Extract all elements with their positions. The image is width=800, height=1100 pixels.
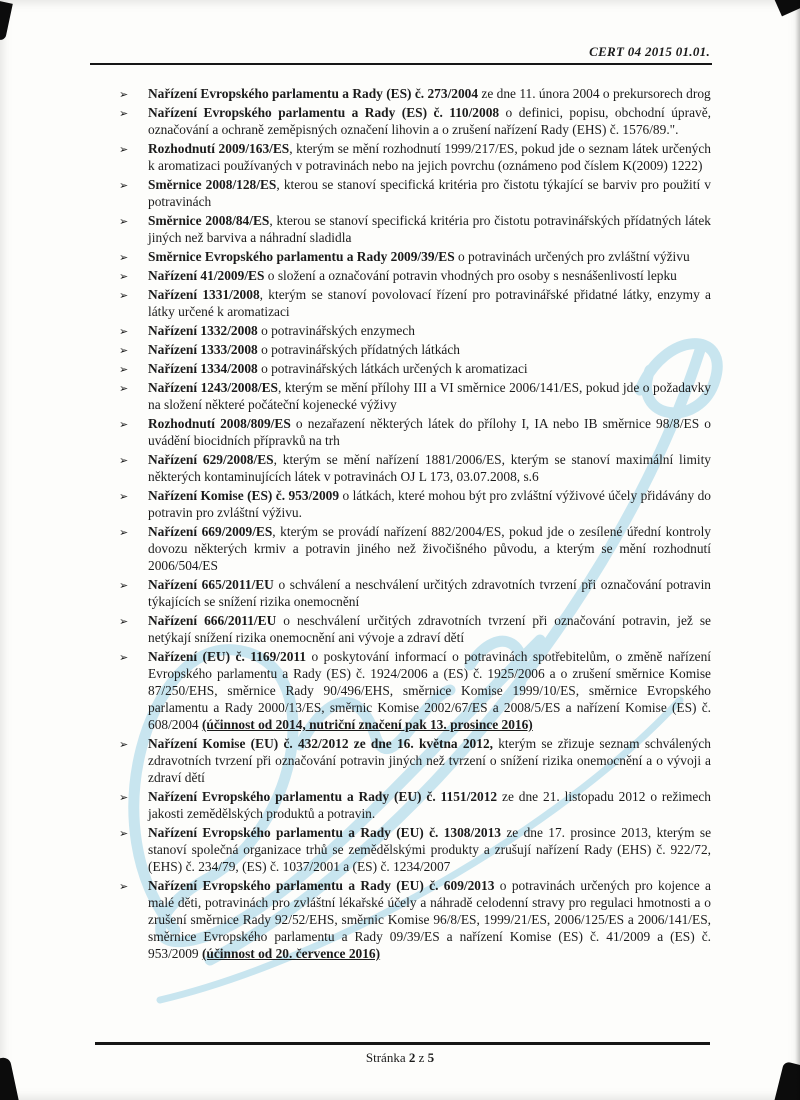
arrow-bullet-icon: ➢: [119, 615, 129, 628]
arrow-bullet-icon: ➢: [119, 325, 129, 338]
arrow-bullet-icon: ➢: [119, 579, 129, 592]
regulation-title: Nařízení Evropského parlamentu a Rady (ES) č. 273/2004: [148, 86, 479, 101]
regulation-item: [115, 379, 711, 413]
page-footer: [0, 1050, 800, 1066]
regulation-title: Nařízení 41/2009/ES: [148, 268, 265, 283]
regulation-description: o složení a označování potravin vhodných pro osoby s nesnášenlivostí lepku: [264, 268, 677, 283]
regulation-title: Nařízení Komise (ES) č. 953/2009: [148, 488, 340, 503]
footer-separator: z: [415, 1050, 428, 1065]
regulation-description: o neschválení určitých zdravotních tvrzení při označování potravin, jež se netýkají snížení rizika onemocnění ani vývoje a zdraví dětí: [148, 613, 711, 645]
regulation-description: , kterou se stanoví specifická kritéria pro čistotu potravinářských přídatných látek jiných než barviva a náhradní sladidla: [148, 213, 711, 245]
regulation-item: [115, 576, 711, 610]
arrow-bullet-icon: ➢: [119, 215, 129, 228]
scan-artifact-top-left: [0, 1, 13, 41]
regulation-title: Nařízení Evropského parlamentu a Rady (ES) č. 110/2008: [148, 105, 500, 120]
regulation-item: [115, 248, 711, 265]
arrow-bullet-icon: ➢: [119, 363, 129, 376]
regulation-title: Nařízení 1333/2008: [148, 342, 258, 357]
regulation-item: [115, 788, 711, 822]
regulation-title: Rozhodnutí 2008/809/ES: [148, 416, 291, 431]
regulation-description: o látkách, které mohou být pro zvláštní výživové účely přidávány do potravin pro zvláštní výživu.: [148, 488, 711, 520]
regulation-title: Nařízení Evropského parlamentu a Rady (EU) č. 1151/2012: [148, 789, 498, 804]
arrow-bullet-icon: ➢: [119, 454, 129, 467]
footer-rule: [95, 1042, 710, 1045]
regulation-description: , kterým se stanoví povolovací řízení pro potravinářské přidatné látky, enzymy a látky určené k aromatizaci: [148, 287, 711, 319]
regulation-title: Nařízení 669/2009/ES: [148, 524, 273, 539]
arrow-bullet-icon: ➢: [119, 88, 129, 101]
regulation-description: , kterým se provádí nařízení 882/2004/ES, pokud jde o zesílené úřední kontroly dovozu některých krmiv a potravin jiného než živočišného původu, a kterým se mění rozhodnutí 2006/504/ES: [148, 524, 711, 573]
regulation-title: Nařízení 1331/2008: [148, 287, 260, 302]
arrow-bullet-icon: ➢: [119, 827, 129, 840]
regulation-description: , kterým se mění nařízení 1881/2006/ES, kterým se stanoví maximální limity některých kontaminujících látek v potravinách OJ L 173, 03.07.2008, s.6: [148, 452, 712, 484]
regulation-item: [115, 735, 711, 786]
regulation-description: , kterým se mění přílohy III a VI směrnice 2006/141/ES, pokud jde o požadavky na složení některé počáteční kojenecké výživy: [148, 380, 711, 412]
regulation-description: , kterou se stanoví specifická kritéria pro čistotu týkající se barviv pro použití v potravinách: [148, 177, 712, 209]
regulation-title: Nařízení Komise (EU) č. 432/2012 ze dne 16. května 2012,: [148, 736, 493, 751]
regulation-item: [115, 415, 711, 449]
regulation-description: o potravinách určených pro kojence a malé děti, potravinách pro zvláštní lékařské účely a náhradě celodenní stravy pro regulaci hmotnosti a o zrušení směrnice Rady 92/52/EHS, směrnic Komise 96/8/ES, 1999/21/ES, 2006/125/ES a 2006/141/ES, směrnice Evropského parlamentu a Rady 09/39/ES a nařízení Komise (ES) č. 41/2009 a (ES) č. 953/2009: [148, 878, 711, 961]
regulation-item: [115, 648, 711, 733]
regulation-title: Nařízení 629/2008/ES: [148, 452, 274, 467]
footer-page-number: 2: [408, 1050, 416, 1065]
regulation-item: [115, 104, 711, 138]
arrow-bullet-icon: ➢: [119, 289, 129, 302]
regulation-item: [115, 824, 711, 875]
regulation-description: kterým se zřizuje seznam schválených zdravotních tvrzení při označování potravin jiných než tvrzení o snížení rizika onemocnění a o vývoji a zdraví dětí: [148, 736, 712, 785]
regulation-title: Nařízení 1334/2008: [148, 361, 258, 376]
regulation-description: o potravinářských enzymech: [257, 323, 415, 338]
regulation-item: [115, 451, 711, 485]
regulation-description: ze dne 11. února 2004 o prekursorech drog: [478, 86, 711, 101]
arrow-bullet-icon: ➢: [119, 418, 129, 431]
regulation-item: [115, 612, 711, 646]
regulation-item: [115, 487, 711, 521]
arrow-bullet-icon: ➢: [119, 490, 129, 503]
regulation-description: ze dne 17. prosince 2013, kterým se stanoví společná organizace trhů se zemědělskými produkty a zrušují nařízení Rady (EHS) č. 922/72, (EHS) č. 234/79, (ES) č. 1037/2001 a (ES) č. 1234/2007: [148, 825, 712, 874]
effective-date-note: (účinnost od 20. července 2016): [201, 946, 381, 961]
regulation-title: Nařízení 666/2011/EU: [148, 613, 277, 628]
regulation-title: Nařízení 665/2011/EU: [148, 577, 274, 592]
regulation-item: [115, 212, 711, 246]
regulation-title: Směrnice 2008/128/ES: [148, 177, 277, 192]
arrow-bullet-icon: ➢: [119, 143, 129, 156]
arrow-bullet-icon: ➢: [119, 651, 129, 664]
regulation-description: o potravinářských látkách určených k aromatizaci: [257, 361, 528, 376]
regulation-title: Nařízení 1243/2008/ES: [148, 380, 278, 395]
footer-total-pages: 5: [427, 1050, 435, 1065]
regulation-title: Směrnice 2008/84/ES: [148, 213, 270, 228]
document-reference: CERT 04 2015 01.01.: [589, 44, 710, 59]
arrow-bullet-icon: ➢: [119, 179, 129, 192]
regulation-item: [115, 877, 711, 962]
arrow-bullet-icon: ➢: [119, 526, 129, 539]
regulation-description: o potravinách určených pro zvláštní výživu: [454, 249, 690, 264]
header-rule: [90, 63, 712, 65]
regulation-description: o definici, popisu, obchodní úpravě, označování a ochraně zeměpisných označení lihovin a o zrušení nařízení Rady (EHS) č. 1576/89.".: [148, 105, 711, 137]
regulation-description: o poskytování informací o potravinách spotřebitelům, o změně nařízení Evropského parlamentu a Rady (ES) č. 1924/2006 a (ES) č. 1925/2006 a o zrušení směrnice Komise 87/250/EHS, směrnice Rady 90/496/EHS, směrnice Komise 1999/10/ES, směrnice Evropského parlamentu a Rady 2000/13/ES, směrnic Komise 2002/67/ES a 2008/5/ES a nařízení Komise (ES) č. 608/2004: [148, 649, 711, 732]
regulation-title: Nařízení 1332/2008: [148, 323, 258, 338]
regulation-content: [115, 85, 711, 964]
arrow-bullet-icon: ➢: [119, 344, 129, 357]
regulation-item: [115, 267, 711, 284]
regulation-item: [115, 140, 711, 174]
regulation-description: o nezařazení některých látek do přílohy I, IA nebo IB směrnice 98/8/ES o uvádění biocidních přípravků na trh: [148, 416, 711, 448]
footer-label: Stránka: [365, 1050, 409, 1065]
regulation-title: Směrnice Evropského parlamentu a Rady 2009/39/ES: [148, 249, 455, 264]
arrow-bullet-icon: ➢: [119, 880, 129, 893]
arrow-bullet-icon: ➢: [119, 382, 129, 395]
regulation-title: Nařízení Evropského parlamentu a Rady (EU) č. 1308/2013: [148, 825, 502, 840]
arrow-bullet-icon: ➢: [119, 251, 129, 264]
regulation-description: ze dne 21. listopadu 2012 o režimech jakosti zemědělských produktů a potravin.: [148, 789, 711, 821]
effective-date-note: (účinnost od 2014, nutriční značení pak 13. prosince 2016): [201, 717, 533, 732]
regulation-title: Rozhodnutí 2009/163/ES: [148, 141, 290, 156]
arrow-bullet-icon: ➢: [119, 270, 129, 283]
regulation-description: , kterým se mění rozhodnutí 1999/217/ES, pokud jde o seznam látek určených k aromatizaci používaných v potravinách nebo na jejich povrchu (oznámeno pod číslem K(2009) 1222): [148, 141, 711, 173]
regulation-title: Nařízení Evropského parlamentu a Rady (EU) č. 609/2013: [148, 878, 495, 893]
regulation-item: [115, 176, 711, 210]
regulation-item: [115, 85, 711, 102]
regulation-item: [115, 360, 711, 377]
scan-edge-shadow: [795, 0, 800, 1100]
regulation-item: [115, 322, 711, 339]
regulation-description: o schválení a neschválení určitých zdravotních tvrzení při označování potravin týkajících se snížení rizika onemocnění: [148, 577, 711, 609]
arrow-bullet-icon: ➢: [119, 738, 129, 751]
regulation-list: [115, 85, 711, 962]
regulation-item: [115, 286, 711, 320]
regulation-description: o potravinářských přídatných látkách: [257, 342, 460, 357]
regulation-item: [115, 341, 711, 358]
regulation-title: Nařízení (EU) č. 1169/2011: [148, 649, 307, 664]
regulation-item: [115, 523, 711, 574]
arrow-bullet-icon: ➢: [119, 791, 129, 804]
arrow-bullet-icon: ➢: [119, 107, 129, 120]
